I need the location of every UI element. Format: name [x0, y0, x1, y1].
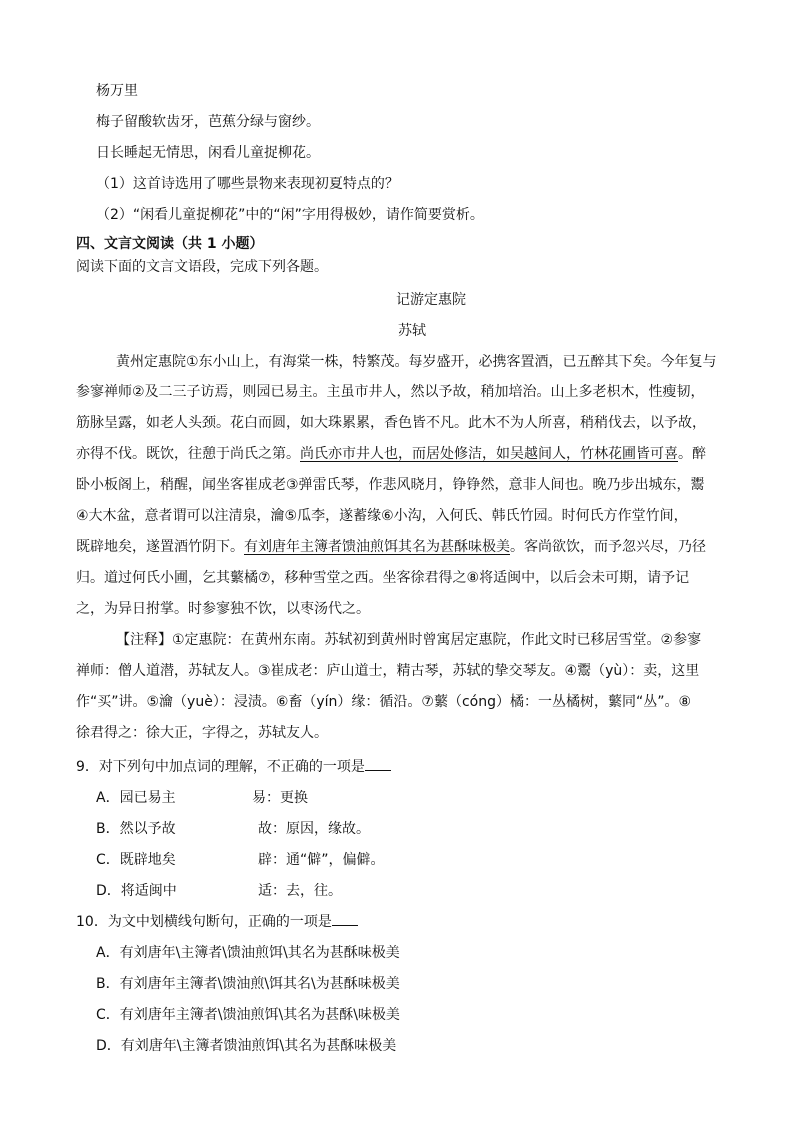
essay-line-4-start: 亦得不伐。既饮，往憩于尚氏之第。 [76, 446, 300, 462]
question-9-option-a[interactable]: A．园已易主 [96, 790, 176, 806]
answer-blank[interactable] [365, 756, 391, 771]
question-9-option-d[interactable]: D．将适闽中 [96, 883, 177, 899]
notes-line-4: 徐君得之：徐大正，字得之，苏轼友人。 [76, 725, 328, 741]
question-10-option-b[interactable]: B．有刘唐年主簿者\馈油煎\饵其名\为甚酥味极美 [96, 976, 400, 992]
essay-line-7-start: 既辟地矣，遂置酒竹阴下。 [76, 539, 244, 555]
notes-line-1: 【注释】①定惠院：在黄州东南。苏轼初到黄州时曾寓居定惠院，作此文时已移居雪堂。②参寥 [116, 632, 702, 648]
question-9-option-c-gloss: 辟：通“僻”，偏僻。 [258, 852, 385, 868]
essay-line-5: 卧小板阁上，稍醒，闻坐客崔成老③弹雷氏琴，作悲风晓月，铮铮然，意非人间也。晚乃步出城东，鬻 [76, 477, 705, 493]
question-9-option-a-gloss: 易：更换 [252, 790, 308, 806]
question-10-option-d[interactable]: D．有刘唐年\主簿者馈油煎饵\其名为甚酥味极美 [96, 1038, 397, 1054]
notes-line-3: 作“买”讲。⑤瀹（yuè）：浸渍。⑥畜（yín）缘：循沿。⑦蘩（cóng）橘：一丛橘树，蘩同“丛”。⑧ [76, 694, 692, 710]
essay-author: 苏轼 [398, 323, 426, 339]
poem-author: 杨万里 [96, 83, 138, 99]
notes-line-2: 禅师：僧人道潜，苏轼友人。③崔成老：庐山道士，精古琴，苏轼的挚交琴友。④鬻（yù）：卖，这里 [76, 663, 700, 679]
essay-line-4 [76, 443, 706, 465]
underlined-sentence-1: 尚氏亦市井人也，而居处修洁，如吴越间人，竹林花圃皆可喜 [300, 446, 678, 462]
question-9-option-d-gloss: 适：去，往。 [258, 883, 342, 899]
essay-line-7 [76, 536, 706, 558]
underlined-sentence-2: 有刘唐年主簿者馈油煎饵其名为甚酥味极美 [244, 539, 510, 555]
essay-line-3: 筋脉呈露，如老人头颈。花白而圆，如大珠累累，香色皆不凡。此木不为人所喜，稍稍伐去，以予故， [76, 415, 706, 431]
poem-line-2: 日长睡起无情思，闲看儿童捉柳花。 [96, 145, 320, 161]
question-10-stem [76, 911, 358, 933]
essay-line-7-end: 。客尚欲饮，而予忽兴尽，乃径 [510, 539, 706, 555]
question-10-option-c[interactable]: C．有刘唐年主簿者\馈油煎饵\其名为甚酥\味极美 [96, 1007, 400, 1023]
question-9-option-b[interactable]: B．然以予故 [96, 821, 176, 837]
question-9-option-b-gloss: 故：原因，缘故。 [258, 821, 370, 837]
question-10-text: 10．为文中划横线句断句，正确的一项是 [76, 914, 332, 930]
poem-question-2: （2）“闲看儿童捉柳花”中的“闲”字用得极妙，请作简要赏析。 [96, 207, 484, 223]
answer-blank[interactable] [332, 911, 358, 926]
question-10-option-a[interactable]: A．有刘唐年\主簿者\馈油煎饵\其名为甚酥味极美 [96, 945, 400, 961]
essay-title: 记游定惠院 [396, 292, 466, 308]
poem-question-1: （1）这首诗选用了哪些景物来表现初夏特点的？ [96, 176, 399, 192]
question-9-text: 9．对下列句中加点词的理解，不正确的一项是 [76, 759, 365, 775]
essay-line-2: 参寥禅师②及二三子访焉，则园已易主。主虽市井人，然以予故，稍加培治。山上多老枳木，性瘦韧， [76, 384, 705, 400]
question-9-option-c[interactable]: C．既辟地矣 [96, 852, 176, 868]
essay-line-1: 黄州定惠院①东小山上，有海棠一株，特繁茂。每岁盛开，必携客置酒，已五醉其下矣。今年复与 [116, 354, 717, 370]
section-instruction: 阅读下面的文言文语段，完成下列各题。 [76, 259, 328, 275]
section-heading: 四、文言文阅读（共 1 小题） [76, 236, 264, 252]
essay-line-4-end: 。醉 [678, 446, 706, 462]
poem-line-1: 梅子留酸软齿牙，芭蕉分绿与窗纱。 [96, 114, 320, 130]
essay-line-8: 归。道过何氏小圃，乞其蘩橘⑦，移种雪堂之西。坐客徐君得之⑧将适闽中，以后会未可期，请予记 [76, 570, 690, 586]
essay-line-9: 之，为异日拊掌。时参寥独不饮，以枣汤代之。 [76, 601, 370, 617]
question-9-stem [76, 756, 391, 778]
essay-line-6: ④大木盆，意者谓可以注清泉，瀹⑤瓜李，遂蓄缘⑥小沟，入何氏、韩氏竹园。时何氏方作堂竹间， [76, 508, 688, 524]
